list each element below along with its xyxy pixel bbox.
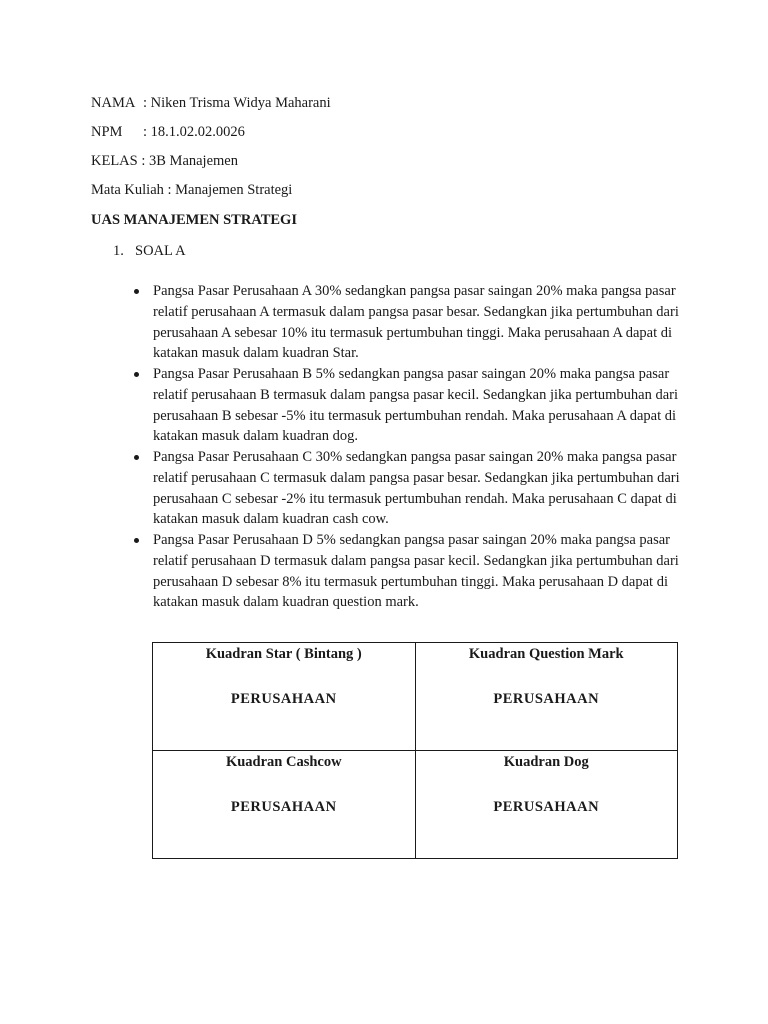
quadrant-question-mark-title: Kuadran Question Mark <box>468 646 624 662</box>
bullet-icon <box>134 372 139 377</box>
list-item <box>132 447 680 530</box>
nama-value: : Niken Trisma Widya Maharani <box>143 95 331 111</box>
section-heading <box>113 242 186 260</box>
section-label: SOAL A <box>135 243 186 259</box>
list-item-text: Pangsa Pasar Perusahaan C 30% sedangkan pangsa pasar saingan 20% maka pangsa pasar relatif perusahaan C termasuk dalam pangsa pasar besar. Sedangkan jika pertumbuhan dari perusahaan C sebesar -2% itu termasuk pertumbuhan rendah. Maka perusahaan C dapat di katakan masuk dalam kuadran cash cow. <box>153 449 680 528</box>
table-row <box>153 643 678 751</box>
section-number: 1. <box>113 243 124 259</box>
table-row <box>153 751 678 859</box>
nama-line <box>91 94 331 112</box>
quadrant-dog-body: PERUSAHAAN <box>493 799 600 815</box>
document-title: UAS MANAJEMEN STRATEGI <box>91 212 297 228</box>
quadrant-dog-title: Kuadran Dog <box>503 754 589 770</box>
list-item-text: Pangsa Pasar Perusahaan D 5% sedangkan pangsa pasar saingan 20% maka pangsa pasar relatif perusahaan D termasuk dalam pangsa pasar kecil. Sedangkan jika pertumbuhan dari perusahaan D sebesar 8% itu termasuk pertumbuhan tinggi. Maka perusahaan D dapat di katakan masuk dalam kuadran question mark. <box>153 532 679 611</box>
npm-label: NPM <box>91 124 123 140</box>
list-item <box>132 530 680 613</box>
list-item <box>132 364 680 447</box>
list-item-text: Pangsa Pasar Perusahaan A 30% sedangkan pangsa pasar saingan 20% maka pangsa pasar relatif perusahaan A termasuk dalam pangsa pasar besar. Sedangkan jika pertumbuhan dari perusahaan A sebesar 10% itu termasuk pertumbuhan tinggi. Maka perusahaan A dapat di katakan masuk dalam kuadran Star. <box>153 283 679 362</box>
npm-value: : 18.1.02.02.0026 <box>143 124 245 140</box>
npm-line <box>91 123 245 141</box>
kelas-line: KELAS : 3B Manajemen <box>91 153 238 169</box>
quadrant-question-mark-body: PERUSAHAAN <box>493 691 600 707</box>
quadrant-star-title: Kuadran Star ( Bintang ) <box>205 646 362 662</box>
bullet-icon <box>134 538 139 543</box>
mata-kuliah-line: Mata Kuliah : Manajemen Strategi <box>91 182 293 198</box>
quadrant-question-mark-cell <box>415 643 678 751</box>
list-item <box>132 281 680 364</box>
list-item-text: Pangsa Pasar Perusahaan B 5% sedangkan pangsa pasar saingan 20% maka pangsa pasar relatif perusahaan B termasuk dalam pangsa pasar kecil. Sedangkan jika pertumbuhan dari perusahaan B sebesar -5% itu termasuk pertumbuhan rendah. Maka perusahaan A dapat di katakan masuk dalam kuadran dog. <box>153 366 679 445</box>
quadrant-star-cell <box>153 643 416 751</box>
quadrant-cashcow-body: PERUSAHAAN <box>230 799 337 815</box>
bullet-list <box>132 281 680 613</box>
nama-label: NAMA <box>91 95 136 111</box>
quadrant-cashcow-cell <box>153 751 416 859</box>
quadrant-dog-cell <box>415 751 678 859</box>
quadrant-table <box>152 642 678 859</box>
bullet-icon <box>134 289 139 294</box>
quadrant-cashcow-title: Kuadran Cashcow <box>225 754 342 770</box>
bullet-icon <box>134 455 139 460</box>
quadrant-star-body: PERUSAHAAN <box>230 691 337 707</box>
